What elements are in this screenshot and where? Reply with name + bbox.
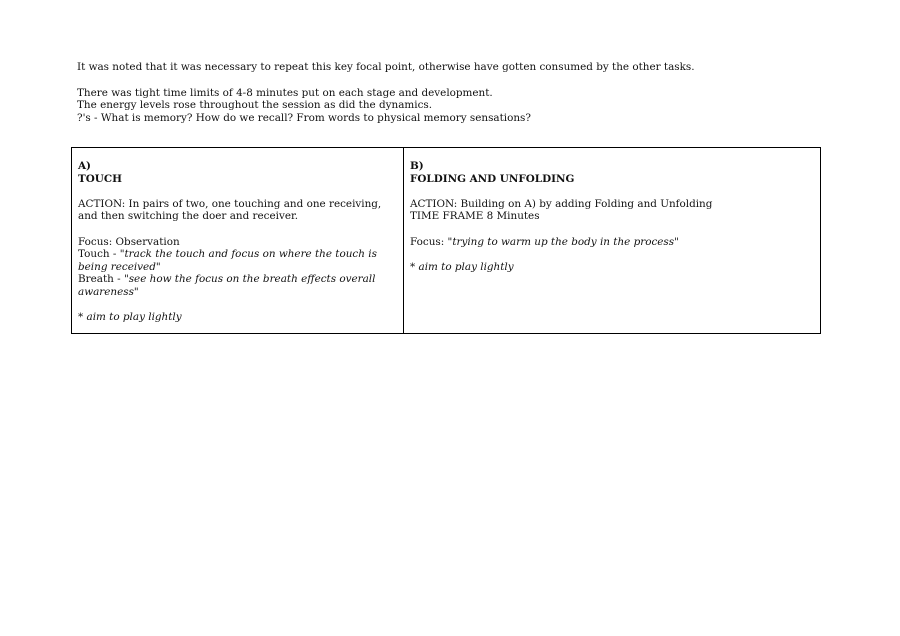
exercise-cell-a [72,148,404,333]
exercise-table [71,147,821,334]
cell-aim: * aim to play lightly [410,260,514,273]
focus-prefix: Focus: [410,235,448,248]
cell-title: FOLDING AND UNFOLDING [410,172,575,185]
cell-timeframe: TIME FRAME 8 Minutes [410,210,540,223]
cell-letter: B) [410,160,424,172]
note-line: It was noted that it was necessary to repeat this key focal point, otherwise have gotten consumed by the other tasks. [77,61,695,73]
cell-letter: A) [78,160,91,172]
touch-prefix: Touch - [78,248,120,261]
touch-quote: "track the touch and focus on where the touch is being received" [78,248,377,273]
breath-prefix: Breath - [78,273,124,286]
intro-notes [77,61,837,124]
cell-aim: * aim to play lightly [78,311,182,324]
note-line: There was tight time limits of 4-8 minutes put on each stage and development. [77,86,493,99]
cell-action: ACTION: Building on A) by adding Folding and Unfolding [410,197,713,210]
note-line: The energy levels rose throughout the session as did the dynamics. [77,99,433,112]
note-line: ?'s - What is memory? How do we recall? From words to physical memory sensations? [77,111,531,124]
cell-title: TOUCH [78,172,122,185]
cell-focus: Focus: Observation [78,235,180,248]
breath-quote: "see how the focus on the breath effects overall awareness" [78,273,376,298]
breath-line [78,273,397,298]
focus-line [410,236,814,249]
focus-quote: "trying to warm up the body in the process" [447,235,679,248]
cell-action: ACTION: In pairs of two, one touching and one receiving, and then switching the doer and receiver. [78,197,382,223]
touch-line [78,248,397,273]
exercise-cell-b [404,148,820,333]
